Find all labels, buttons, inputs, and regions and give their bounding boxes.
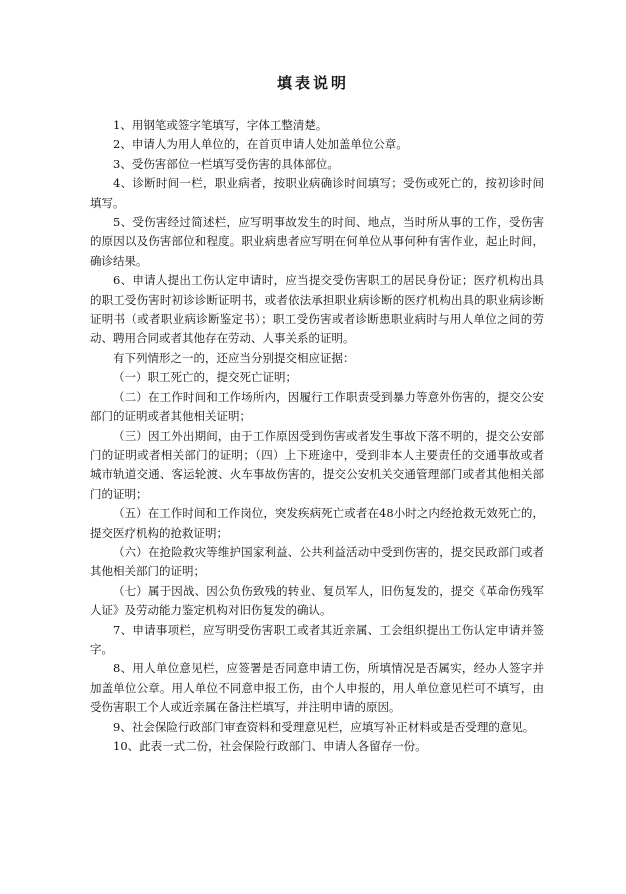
instruction-6: 6、申请人提出工伤认定申请时，应当提交受伤害职工的居民身份证；医疗机构出具的职工受伤害时初诊诊断证明书，或者依法承担职业病诊断的医疗机构出具的职业病诊断证明书（或者职业病诊断鉴定书）；职工受伤害或者诊断患职业病时与用人单位之间的劳动、聘用合同或者其他存在劳动、人事关系的证明。 [90,273,544,346]
instruction-7: 7、申请事项栏，应写明受伤害职工或者其近亲属、工会组织提出工伤认定申请并签字。 [90,622,544,656]
instruction-9: 9、社会保险行政部门审查资料和受理意见栏，应填写补正材料或是否受理的意见。 [113,719,535,734]
evidence-item-1: （一）职工死亡的，提交死亡证明； [113,370,297,385]
instruction-3: 3、受伤害部位一栏填写受伤害的具体部位。 [113,156,339,171]
instruction-10: 10、此表一式二份，社会保险行政部门、申请人各留存一份。 [113,739,427,753]
instruction-5: 5、受伤害经过简述栏，应写明事故发生的时间、地点，当时所从事的工作，受伤害的原因以及伤害部位和程度。职业病患者应写明在何单位从事何种有害作业，起止时间，确诊结果。 [90,215,544,268]
evidence-item-7: （七）属于因战、因公负伤致残的转业、复员军人，旧伤复发的，提交《革命伤残军人证》及劳动能力鉴定机构对旧伤复发的确认。 [90,583,544,618]
evidence-item-3-4: （三）因工外出期间，由于工作原因受到伤害或者发生事故下落不明的，提交公安部门的证明或者相关部门的证明；（四）上下班途中，受到非本人主要责任的交通事故或者城市轨道交通、客运轮渡、火车事故伤害的，提交公安机关交通管理部门或者其他相关部门的证明； [90,428,544,501]
instruction-1: 1、用钢笔或签字笔填写，字体工整清楚。 [113,118,328,132]
instruction-4: 4、诊断时间一栏，职业病者，按职业病确诊时间填写；受伤或死亡的，按初诊时间填写。 [90,176,544,210]
document-title: 填表说明 [276,74,349,92]
evidence-item-5: （五）在工作时间和工作岗位，突发疾病死亡或者在48小时之内经抢救无效死亡的，提交医疗机构的抢救证明； [90,506,544,540]
evidence-item-2: （二）在工作时间和工作场所内，因履行工作职责受到暴力等意外伤害的，提交公安部门的证明或者其他相关证明； [90,389,544,424]
instruction-8: 8、用人单位意见栏，应签署是否同意申请工伤，所填情况是否属实，经办人签字并加盖单位公章。用人单位不同意申报工伤，由个人申报的，用人单位意见栏可不填写，由受伤害职工个人或近亲属在备注栏填写，并注明申请的原因。 [90,661,544,715]
evidence-intro: 有下列情形之一的，还应当分别提交相应证据： [113,350,355,365]
instruction-2: 2、申请人为用人单位的，在首页申请人处加盖单位公章。 [113,137,408,152]
evidence-item-6: （六）在抢险救灾等维护国家利益、公共利益活动中受到伤害的，提交民政部门或者其他相关部门的证明； [90,544,544,579]
instructions-body [90,116,544,756]
